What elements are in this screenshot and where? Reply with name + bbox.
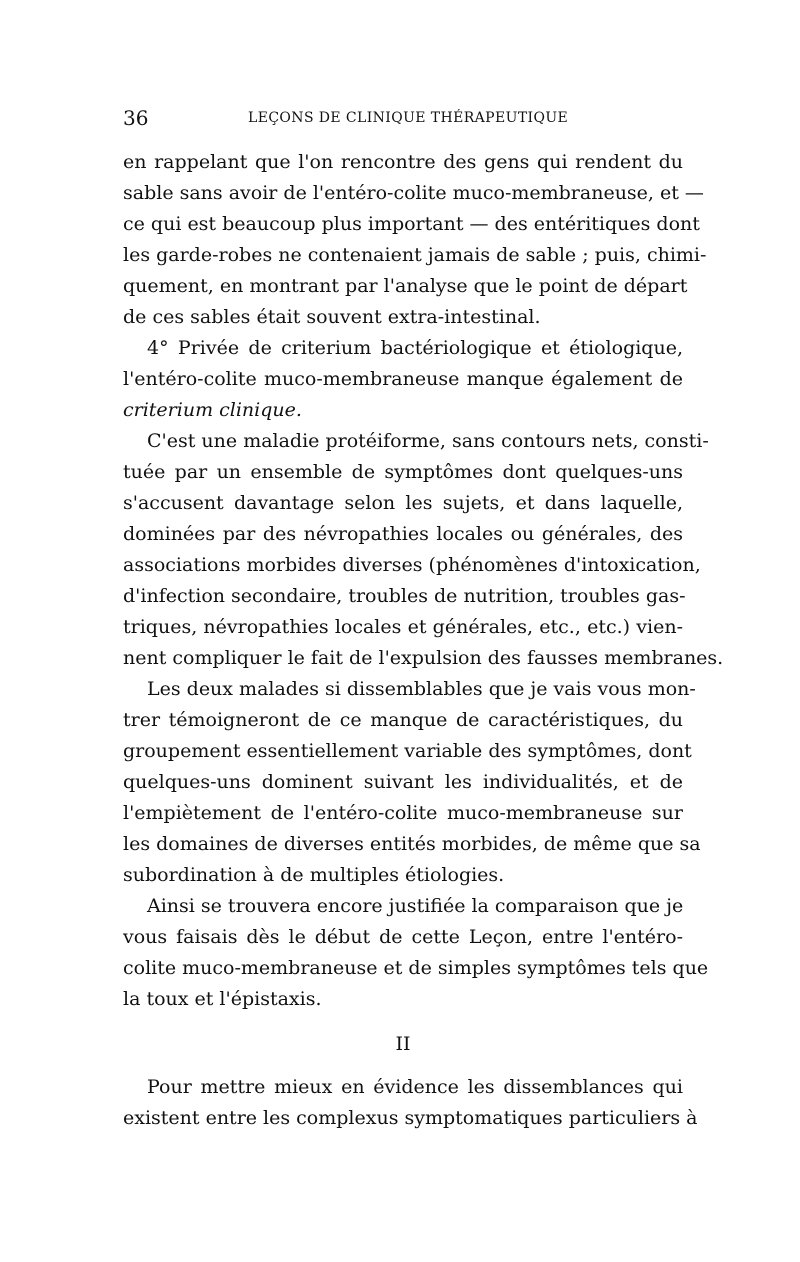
text-line: tuée par un ensemble de symptômes dont quelques-uns — [123, 461, 683, 483]
text-line: vous faisais dès le début de cette Leçon, entre l'entéro- — [123, 926, 683, 948]
text-line: quement, en montrant par l'analyse que le point de départ — [123, 275, 688, 297]
text-line: C'est une maladie protéiforme, sans contours nets, consti- — [147, 430, 709, 452]
text-line: dominées par des névropathies locales ou générales, des — [123, 523, 683, 545]
body-text — [123, 147, 724, 1134]
text-line: quelques-uns dominent suivant les individualités, et de — [123, 771, 683, 793]
page-header — [123, 106, 683, 136]
text-line: triques, névropathies locales et générales, etc., etc.) vien- — [123, 616, 683, 638]
text-line: trer témoigneront de ce manque de caractéristiques, du — [123, 709, 683, 731]
paragraph — [123, 426, 724, 674]
text-line: associations morbides diverses (phénomènes d'intoxication, — [123, 554, 701, 576]
text-line: l'empiètement de l'entéro-colite muco-membraneuse sur — [123, 802, 683, 824]
paragraphs — [123, 147, 724, 1015]
text-line: Ainsi se trouvera encore justifiée la comparaison que je — [147, 895, 684, 917]
text-line: subordination à de multiples étiologies. — [123, 864, 505, 886]
closing-paragraph — [123, 1072, 698, 1134]
text-line: les garde-robes ne contenaient jamais de sable ; puis, chimi- — [123, 244, 707, 266]
text-line: l'entéro-colite muco-membraneuse manque également de — [123, 368, 683, 390]
text-line: existent entre les complexus symptomatiques particuliers à — [123, 1107, 698, 1129]
text-line: de ces sables était souvent extra-intestinal. — [123, 306, 541, 328]
text-line: Les deux malades si dissemblables que je vais vous mon- — [147, 678, 696, 700]
text-line: d'infection secondaire, troubles de nutrition, troubles gas- — [123, 585, 686, 607]
text-line: s'accusent davantage selon les sujets, et dans laquelle, — [123, 492, 683, 514]
text-line: 4° Privée de criterium bactériologique et étiologique, — [147, 337, 683, 359]
text-line: groupement essentiellement variable des symptômes, dont — [123, 740, 692, 762]
text-line: les domaines de diverses entités morbides, de même que sa — [123, 833, 701, 855]
section-number: II — [395, 1033, 411, 1055]
text-line: nent compliquer le fait de l'expulsion des fausses membranes. — [123, 647, 724, 669]
text-line: colite muco-membraneuse et de simples symptômes tels que — [123, 957, 709, 979]
text-line: la toux et l'épistaxis. — [123, 988, 322, 1010]
running-title: LEÇONS DE CLINIQUE THÉRAPEUTIQUE — [248, 110, 569, 126]
text-line: Pour mettre mieux en évidence les dissemblances qui — [147, 1076, 683, 1098]
text-line: criterium clinique. — [123, 399, 302, 421]
paragraph — [123, 333, 683, 426]
paragraph — [123, 1072, 698, 1134]
paragraph — [123, 674, 701, 891]
paragraph — [123, 891, 709, 1015]
page-number: 36 — [123, 106, 149, 130]
text-line: ce qui est beaucoup plus important — des entéritiques dont — [123, 213, 700, 235]
text-line: sable sans avoir de l'entéro-colite muco-membraneuse, et — — [123, 182, 704, 204]
text-line: en rappelant que l'on rencontre des gens qui rendent du — [123, 151, 683, 173]
paragraph — [123, 147, 707, 333]
